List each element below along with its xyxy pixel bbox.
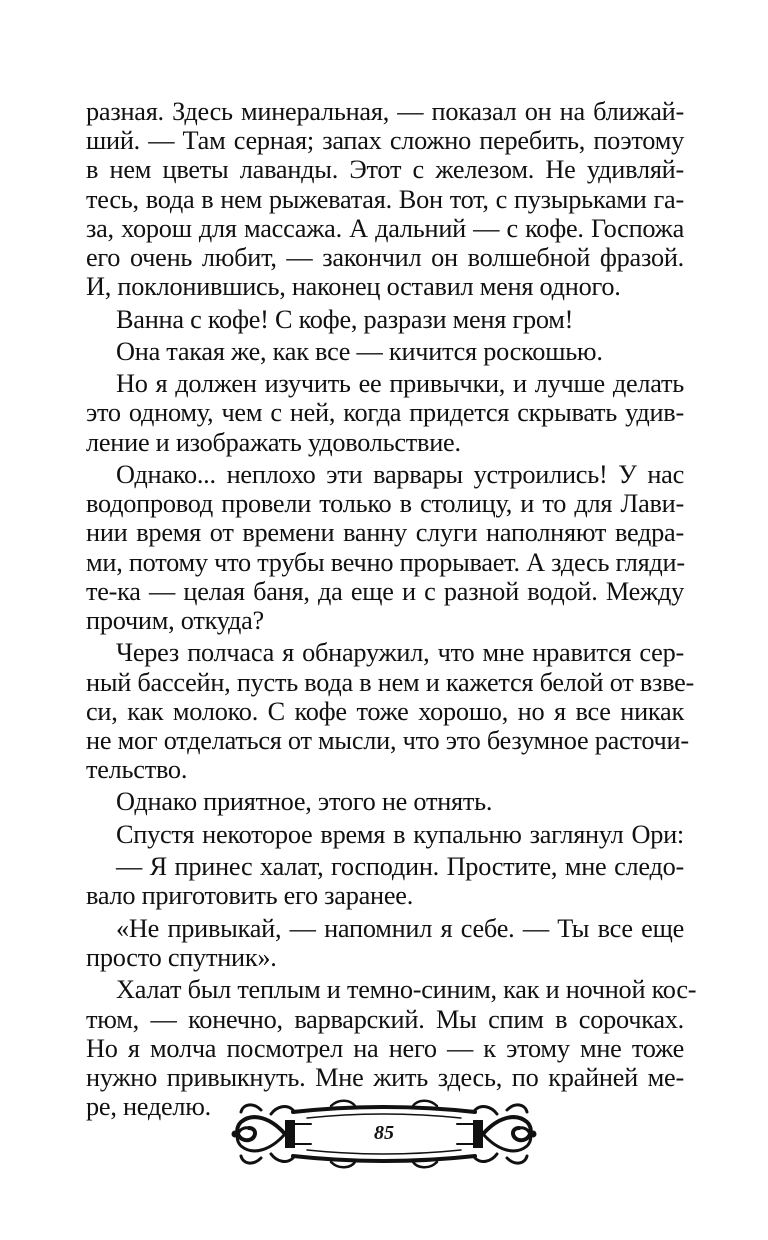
text-line: те-ка — целая баня, да еще и с разной водой. Между — [86, 576, 684, 606]
page-number: 85 — [374, 1122, 394, 1144]
text-line: просто спутник». — [86, 942, 277, 972]
text-line: ление и изображать удовольствие. — [86, 427, 461, 457]
text-line: нии время от времени ванну слуги наполняют ведра- — [86, 518, 684, 548]
text-line: ный бассейн, пусть вода в нем и кажется белой от взве- — [86, 667, 695, 697]
text-line: нужно привыкнуть. Мне жить здесь, по крайней ме- — [86, 1062, 684, 1092]
text-line: разная. Здесь минеральная, — показал он на ближай- — [86, 97, 684, 126]
text-line: И, поклонившись, наконец оставил меня одного. — [86, 272, 621, 302]
text-line: Халат был теплым и темно-синим, как и ночной кос- — [116, 975, 697, 1005]
text-line: «Не привыкай, — напомнил я себе. — Ты все еще — [116, 913, 684, 943]
text-line: тельство. — [86, 755, 188, 785]
text-line: за, хорош для массажа. А дальний — с кофе. Госпожа — [86, 213, 684, 243]
text-line: Спустя некоторое время в купальню заглянул Ори: — [116, 819, 684, 849]
text-line: си, как молоко. С кофе тоже хорошо, но я все никак — [86, 696, 684, 726]
text-line: тесь, вода в нем рыжеватая. Вон тот, с пузырьками га- — [86, 184, 684, 214]
text-line: ший. — Там серная; запах сложно перебить, поэтому — [86, 126, 684, 156]
text-line: ре, неделю. — [86, 1092, 212, 1122]
text-line: его очень любит, — закончил он волшебной фразой. — [86, 242, 684, 272]
text-line: водопровод провели только в столицу, и то для Лави- — [86, 489, 684, 519]
text-line: Но я молча посмотрел на него — к этому мне тоже — [86, 1033, 684, 1063]
text-line: Но я должен изучить ее привычки, и лучше делать — [116, 369, 684, 399]
text-line: вало приготовить его заранее. — [86, 881, 414, 911]
text-line: ми, потому что трубы вечно прорывает. А здесь гляди- — [86, 547, 685, 577]
text-line: Ванна с кофе! С кофе, разрази меня гром! — [116, 304, 574, 334]
text-line: Через полчаса я обнаружил, что мне нравится сер- — [116, 638, 684, 668]
text-line: Однако приятное, этого не отнять. — [116, 787, 493, 817]
text-line: это одному, чем с ней, когда придется скрывать удив- — [86, 398, 684, 428]
text-line: Она такая же, как все — кичится роскошью. — [116, 336, 603, 366]
text-line: прочим, откуда? — [86, 605, 264, 635]
text-line: тюм, — конечно, варварский. Мы спим в сорочках. — [86, 1004, 684, 1034]
text-line: Однако... неплохо эти варвары устроились! У нас — [116, 460, 684, 489]
text-line: в нем цветы лаванды. Этот с железом. Не удивляй- — [86, 155, 684, 185]
text-line: — Я принес халат, господин. Простите, мне следо- — [116, 852, 684, 882]
body-text — [86, 97, 697, 1122]
text-line: не мог отделаться от мысли, что это безумное расточи- — [86, 725, 689, 755]
